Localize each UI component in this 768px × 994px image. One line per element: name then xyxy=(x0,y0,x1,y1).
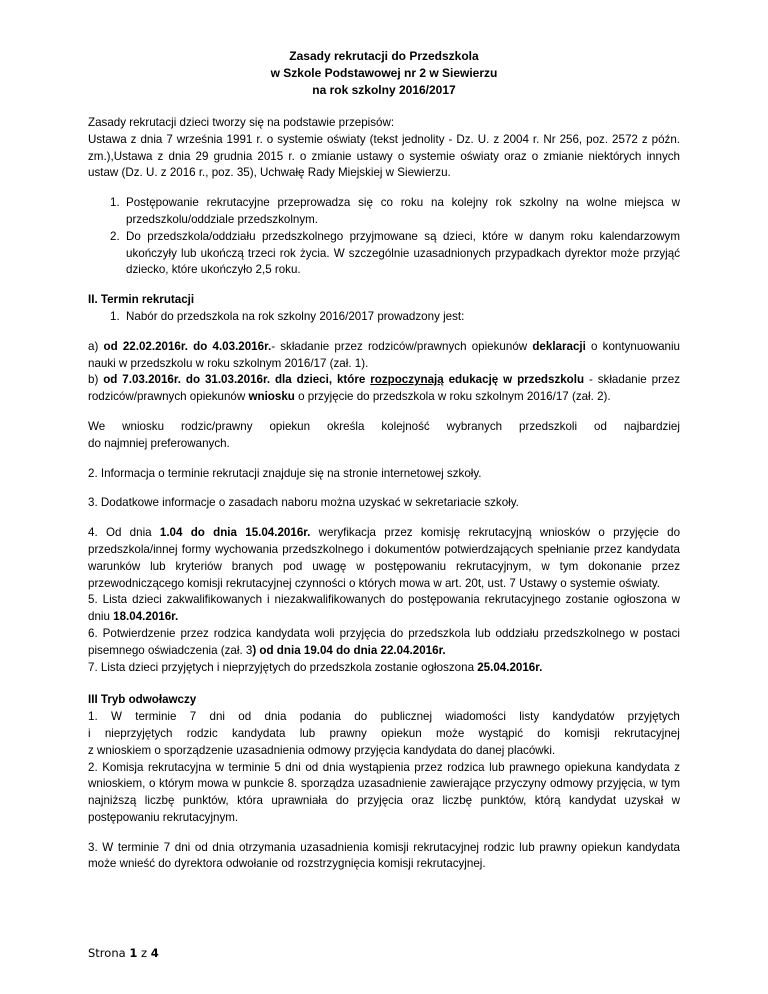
section2-list xyxy=(88,309,680,326)
list-item: 1. Postępowanie rekrutacyjne przeprowadza się co roku na kolejny rok szkolny na wolne miejsca w przedszkolu/oddziale przedszkolnym. xyxy=(110,196,680,226)
section-heading-tryb: III Tryb odwoławczy xyxy=(88,693,197,707)
paragraph-b: b) od 7.03.2016r. do 31.03.2016r. dla dzieci, które rozpoczynają edukację w przedszkolu - składanie przez rodziców/prawnych opiekunów wniosku o przyjęcie do przedszkola w roku szkolnym 2016/17 (zał. 2). xyxy=(88,373,680,404)
paragraph-5: 5. Lista dzieci zakwalifikowanych i niezakwalifikowanych do postępowania rekrutacyjnego zostanie ogłoszona w dniu 18.04.2016r. xyxy=(88,593,680,624)
appeal-line-2: i nieprzyjętych rodzic kandydata lub prawny opiekun może wystąpić do komisji rekrutacyjnej xyxy=(88,726,680,740)
paragraph-4: 4. Od dnia 1.04 do dnia 15.04.2016r. weryfikacja przez komisję rekrutacyjną wniosków o przyjęcie do przedszkola/innej formy wychowania przedszkolnego i dokumentów potwierdzających spełnianie przez kandydata warunków lub kryteriów branych pod uwagę w postępowaniu rekrutacyjnym, w tym dokonanie przez przewodniczącego komisji rekrutacyjnej czynności o których mowa w art. 20t, ust. 7 Ustawy o systemie oświaty. xyxy=(88,526,681,590)
paragraph-6: 6. Potwierdzenie przez rodzica kandydata woli przyjęcia do przedszkola lub oddziału przedszkolnego w postaci pisemnego oświadczenia (zał. 3) od dnia 19.04 do dnia 22.04.2016r. xyxy=(88,626,680,657)
document-title xyxy=(88,48,680,99)
paragraph-7: 7. Lista dzieci przyjętych i nieprzyjętych do przedszkola zostanie ogłoszona 25.04.2016r. xyxy=(88,660,543,674)
preference-line: We wniosku rodzic/prawny opiekun określa kolejność wybranych przedszkoli od najbardziej xyxy=(88,419,680,433)
appeal-paragraph-3: 3. W terminie 7 dni od dnia otrzymania uzasadnienia komisji rekrutacyjnej rodzic lub prawny opiekun kandydata może wnieść do dyrektora odwołanie od rozstrzygnięcia komisji rekrutacyjnej. xyxy=(88,840,680,871)
intro-legal-basis: Ustawa z dnia 7 września 1991 r. o systemie oświaty (tekst jednolity - Dz. U. z 2004 r. Nr 256, poz. 2572 z późn. zm.),Ustawa z dnia 29 grudnia 2015 r. o zmianie ustawy o systemie oświaty oraz o zmianie niektórych innych ustaw (Dz. U. z 2016 r., poz. 35), Uchwałę Rady Miejskiej w Siewierzu. xyxy=(88,132,680,180)
appeal-line-1: 1. W terminie 7 dni od dnia podania do publicznej wiadomości listy kandydatów przyjętych xyxy=(88,710,680,724)
list-item: 1. Nabór do przedszkola na rok szkolny 2016/2017 prowadzony jest: xyxy=(110,309,465,323)
page-footer: Strona 1 z 4 xyxy=(88,946,159,960)
title-line-1: Zasady rekrutacji do Przedszkola xyxy=(289,49,479,63)
appeal-line-3: z wnioskiem o sporządzenie uzasadnienia odmowy przyjęcia kandydata do danej placówki. xyxy=(88,743,556,757)
document-page xyxy=(88,48,680,873)
page-total: 4 xyxy=(150,946,159,960)
preference-line-2: do najmniej preferowanych. xyxy=(88,436,230,450)
appeal-paragraph-2: 2. Komisja rekrutacyjna w terminie 5 dni od dnia wystąpienia przez rodzica lub prawnego opiekuna kandydata z wnioskiem, o którym mowa w punkcie 8. sporządza uzasadnienie zawierające przyczyny odmowy przyjęcia, w tym najniższą liczbę punktów, która uprawniała do przyjęcia oraz liczbę punktów, którą kandydat uzyskał w postępowaniu rekrutacyjnym. xyxy=(88,760,680,824)
general-rules-list xyxy=(88,195,680,279)
section-heading-termin: II. Termin rekrutacji xyxy=(88,293,195,307)
page-number: 1 xyxy=(129,946,138,960)
title-line-3: na rok szkolny 2016/2017 xyxy=(312,83,456,97)
paragraph-a: a) od 22.02.2016r. do 4.03.2016r.- składanie przez rodziców/prawnych opiekunów deklaracji o kontynuowaniu nauki w przedszkolu w roku szkolnym 2016/17 (zał. 1). xyxy=(88,339,681,370)
list-item: 2. Do przedszkola/oddziału przedszkolnego przyjmowane są dzieci, które w danym roku kalendarzowym ukończyły lub ukończą trzeci rok życia. W szczególnie uzasadnionych przypadkach dyrektor może przyjąć dziecko, które ukończyło 2,5 roku. xyxy=(110,229,680,277)
title-line-2: w Szkole Podstawowej nr 2 w Siewierzu xyxy=(270,66,498,80)
intro-lead: Zasady rekrutacji dzieci tworzy się na podstawie przepisów: xyxy=(88,116,395,129)
paragraph-3: 3. Dodatkowe informacje o zasadach naboru można uzyskać w sekretariacie szkoły. xyxy=(88,496,519,510)
paragraph-2: 2. Informacja o terminie rekrutacji znajduje się na stronie internetowej szkoły. xyxy=(88,466,482,480)
